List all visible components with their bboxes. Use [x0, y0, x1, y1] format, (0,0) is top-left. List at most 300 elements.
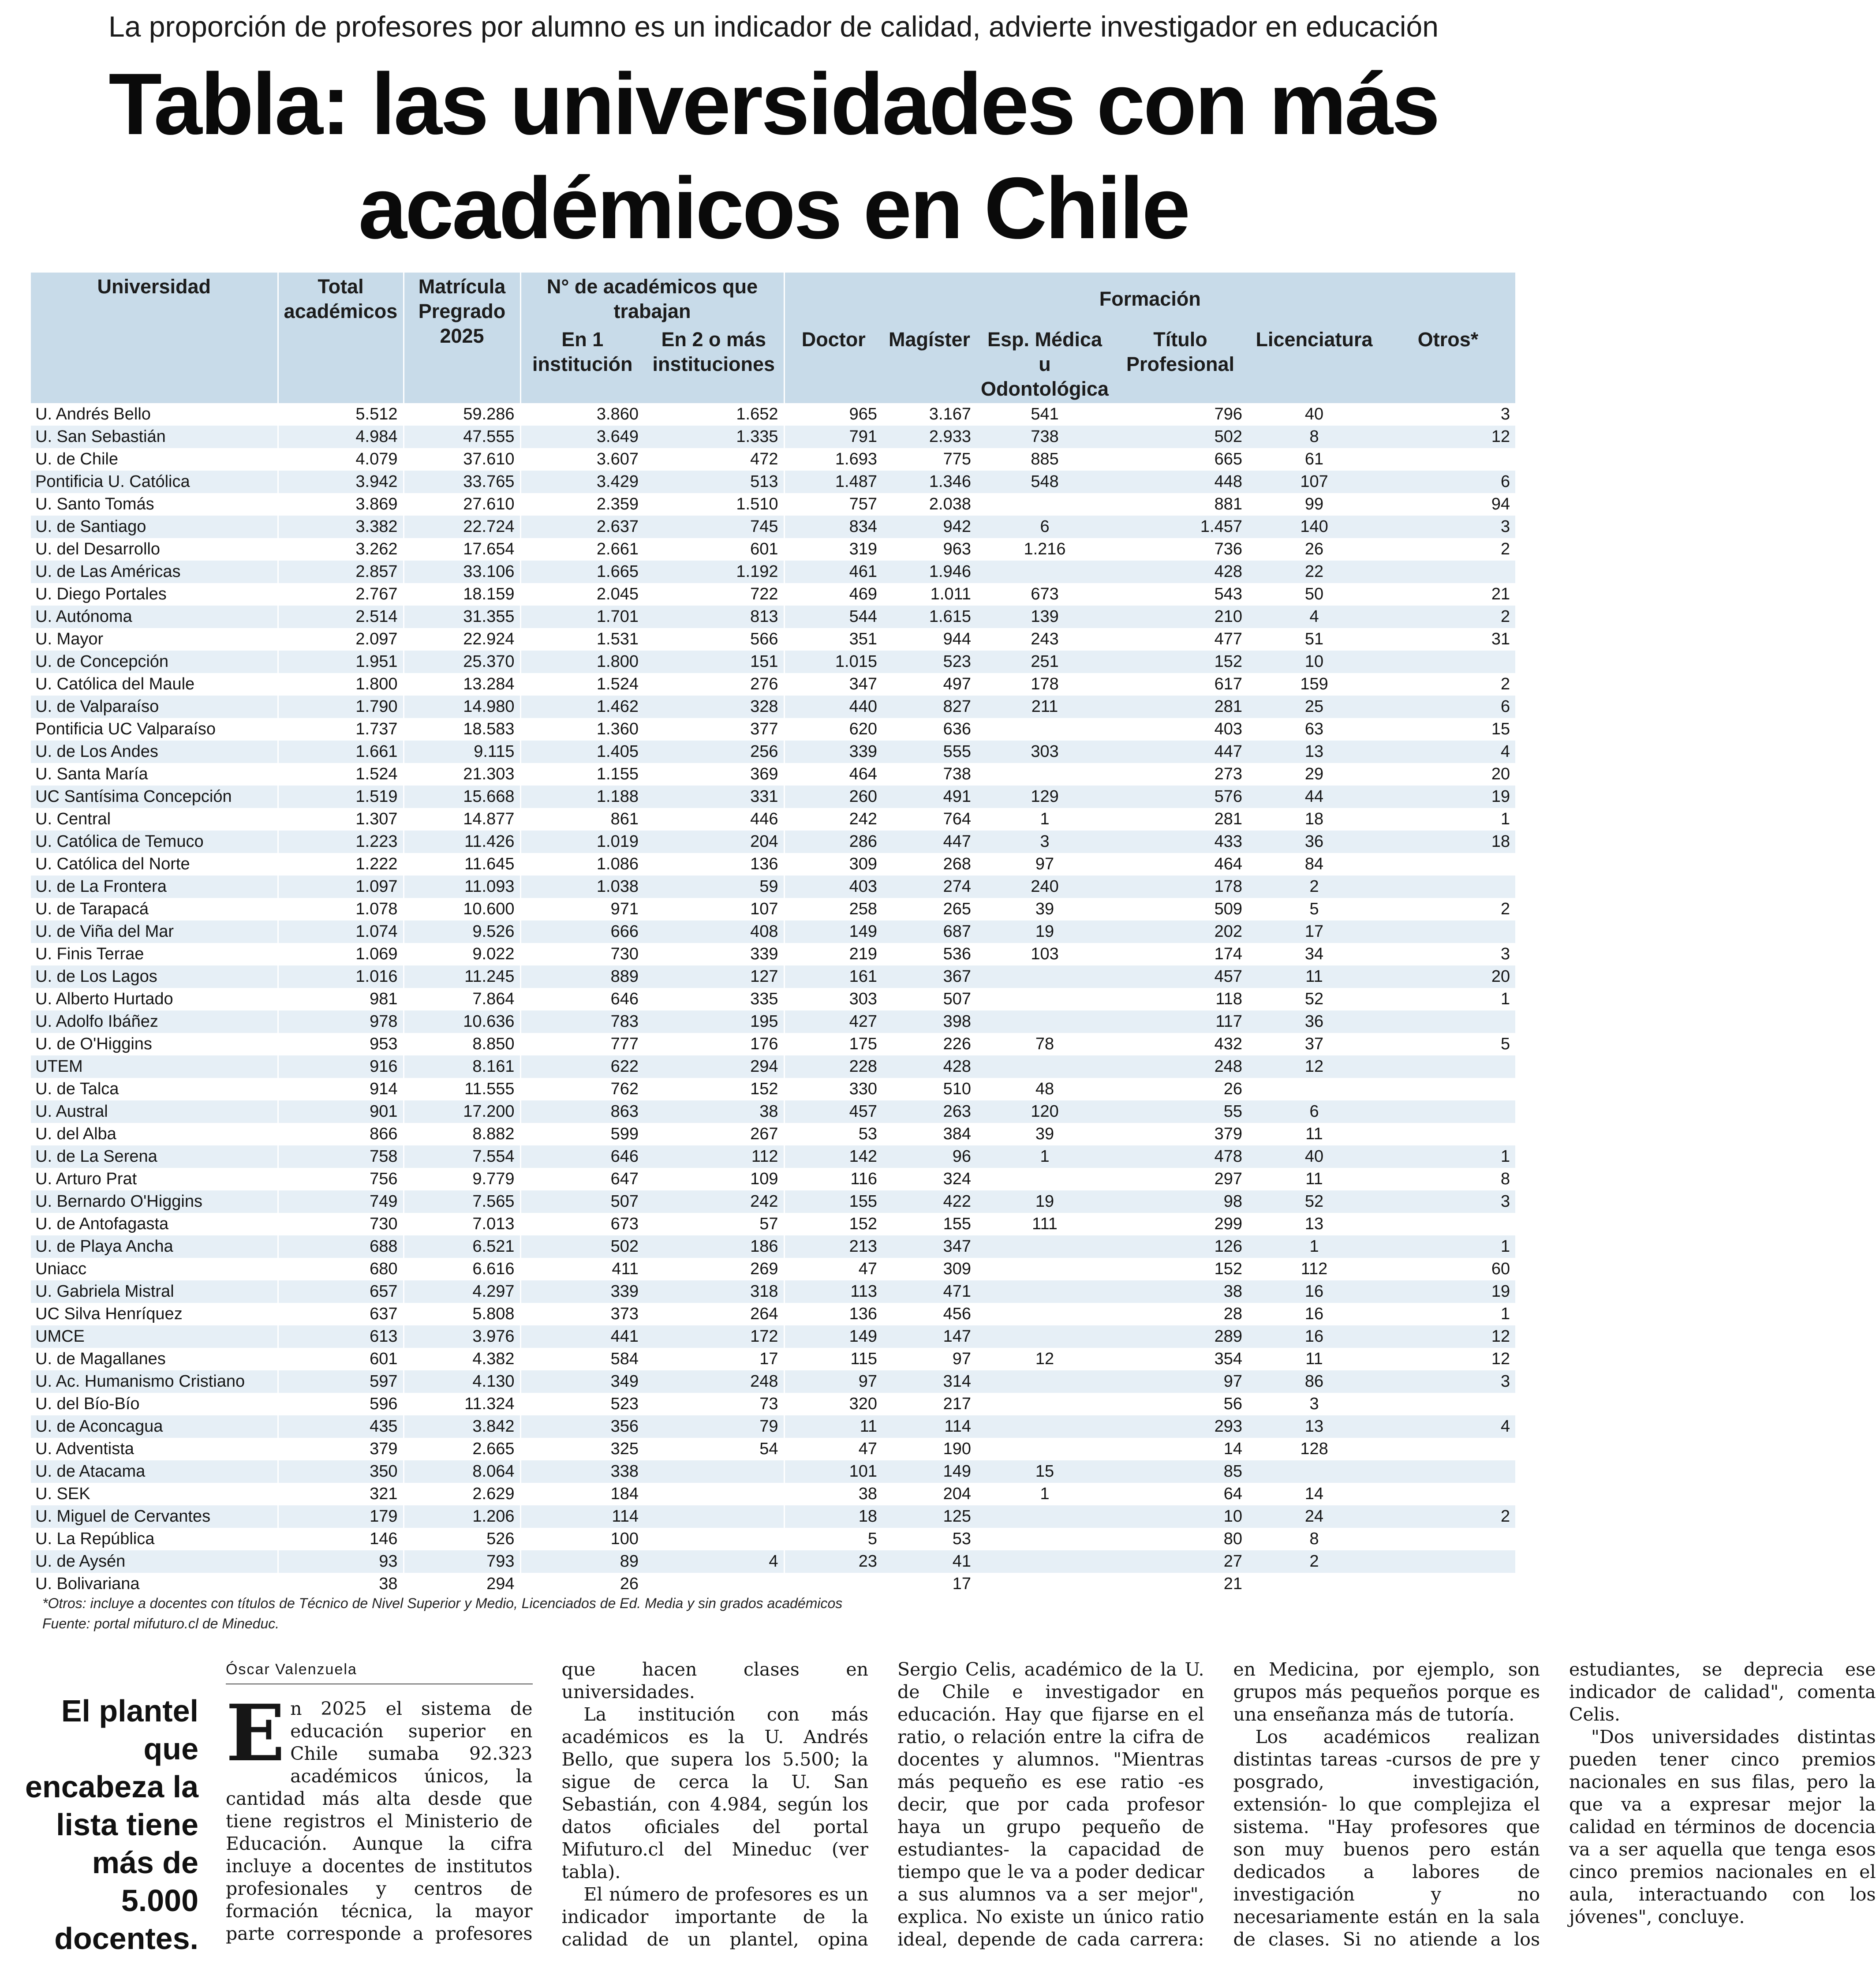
- data-cell: [976, 1303, 1113, 1325]
- data-cell: 408: [644, 920, 784, 943]
- table-row: [31, 538, 1515, 561]
- data-cell: [1381, 853, 1515, 876]
- university-name-cell: UC Silva Henríquez: [35, 1305, 183, 1323]
- data-cell: 1.346: [882, 471, 976, 493]
- table-row: [31, 1213, 1515, 1235]
- table-row: [31, 808, 1515, 831]
- data-cell: 601: [750, 540, 778, 558]
- data-cell: 1.531: [520, 628, 644, 651]
- data-cell: [1248, 1078, 1381, 1100]
- data-cell: 268: [943, 855, 972, 873]
- data-cell: 152: [1113, 651, 1248, 673]
- data-cell: 97: [1035, 855, 1054, 873]
- col-header-magister: Magíster: [882, 326, 976, 403]
- data-cell: 347: [882, 1235, 976, 1258]
- data-cell: 195: [644, 1010, 784, 1033]
- data-cell: 294: [404, 1573, 520, 1595]
- data-cell: 764: [943, 810, 972, 828]
- data-cell: 367: [882, 965, 976, 988]
- data-cell: 777: [520, 1033, 644, 1055]
- data-cell: 226: [943, 1035, 972, 1053]
- data-cell: 3.869: [278, 493, 404, 516]
- university-name-cell: U. de Los Andes: [31, 741, 278, 763]
- data-cell: 1.222: [278, 853, 404, 876]
- data-cell: 448: [1113, 471, 1248, 493]
- data-cell: 17: [1248, 920, 1381, 943]
- university-name-cell: U. La República: [35, 1530, 155, 1548]
- data-cell: 114: [882, 1415, 976, 1438]
- university-name-cell: Pontificia U. Católica: [31, 471, 278, 493]
- data-cell: 4.079: [278, 448, 404, 471]
- university-name-cell: UMCE: [31, 1325, 278, 1348]
- data-cell: 339: [784, 741, 882, 763]
- data-cell: 25.370: [404, 651, 520, 673]
- data-cell: 1: [1040, 810, 1050, 828]
- data-cell: 11: [1305, 1350, 1323, 1368]
- data-cell: [976, 1573, 1113, 1595]
- data-cell: 36: [1248, 831, 1381, 853]
- data-cell: 10.636: [404, 1010, 520, 1033]
- data-cell: 403: [784, 876, 882, 898]
- data-cell: 428: [882, 1055, 976, 1078]
- data-cell: 687: [882, 920, 976, 943]
- col-header-formacion: Formación: [784, 273, 1515, 326]
- table-row: [31, 673, 1515, 696]
- data-cell: 497: [943, 675, 972, 693]
- table-row: [31, 876, 1515, 898]
- data-cell: 16: [1304, 1305, 1324, 1323]
- data-cell: [1381, 1010, 1515, 1033]
- data-cell: 18: [1304, 810, 1324, 828]
- data-cell: 13: [1248, 1415, 1381, 1438]
- col-header-doctor: Doctor: [784, 326, 882, 403]
- col-header-matricula: Matrícula Pregrado 2025: [404, 273, 520, 403]
- pullquote: El plantel que encabeza la lista tiene más de 5.000 docentes.: [25, 1694, 198, 1956]
- data-cell: 1.069: [278, 943, 404, 965]
- table-row: [31, 853, 1515, 876]
- data-cell: 61: [1304, 450, 1324, 468]
- university-name-cell: U. Alberto Hurtado: [35, 990, 173, 1008]
- data-cell: 749: [278, 1190, 404, 1213]
- data-cell: 186: [644, 1235, 784, 1258]
- data-cell: 2.661: [520, 538, 644, 561]
- university-name-cell: U. Finis Terrae: [35, 945, 144, 963]
- data-cell: 8.161: [404, 1055, 520, 1078]
- data-cell: 1.019: [520, 831, 644, 853]
- table-row: [31, 718, 1515, 741]
- data-cell: 435: [278, 1415, 404, 1438]
- data-cell: 15.668: [404, 786, 520, 808]
- data-cell: 3: [1500, 945, 1510, 963]
- data-cell: 665: [1214, 450, 1243, 468]
- data-cell: 403: [1214, 720, 1243, 738]
- data-cell: 447: [882, 831, 976, 853]
- data-cell: 47.555: [404, 426, 520, 448]
- data-cell: 78: [1035, 1035, 1054, 1053]
- data-cell: 57: [759, 1215, 778, 1233]
- data-cell: 176: [750, 1035, 778, 1053]
- table-row: [31, 1303, 1515, 1325]
- data-cell: [976, 1370, 1113, 1393]
- data-cell: 2.514: [278, 606, 404, 628]
- university-name-cell: U. Autónoma: [31, 606, 278, 628]
- drop-cap: E: [226, 1687, 285, 1779]
- table-row: [31, 920, 1515, 943]
- university-name-cell: Uniacc: [35, 1260, 87, 1278]
- data-cell: 576: [1113, 786, 1248, 808]
- data-cell: 100: [520, 1528, 644, 1550]
- data-cell: 6: [1248, 1100, 1381, 1123]
- university-name-cell: U. Diego Portales: [35, 585, 167, 603]
- data-cell: 19: [1381, 1280, 1515, 1303]
- data-cell: 536: [943, 945, 972, 963]
- data-cell: 318: [644, 1280, 784, 1303]
- data-cell: 15: [1491, 720, 1510, 738]
- data-cell: 15: [976, 1460, 1113, 1483]
- footnote: *Otros: incluye a docentes con títulos de Técnico de Nivel Superior y Medio, Licenciados de Ed. Media y sin grados académicos: [42, 1595, 843, 1611]
- data-cell: 523: [882, 651, 976, 673]
- data-cell: [1381, 561, 1515, 583]
- data-cell: 813: [644, 606, 784, 628]
- data-cell: 97: [1113, 1370, 1248, 1393]
- data-cell: 84: [1304, 855, 1324, 873]
- data-cell: 96: [882, 1145, 976, 1168]
- table-row: [31, 943, 1515, 965]
- university-name-cell: U. de Concepción: [31, 651, 278, 673]
- data-cell: 866: [278, 1123, 404, 1145]
- data-cell: [1381, 651, 1515, 673]
- data-cell: 978: [278, 1010, 404, 1033]
- data-cell: 1: [1381, 1235, 1515, 1258]
- data-cell: 457: [1113, 965, 1248, 988]
- data-cell: 40: [1248, 1145, 1381, 1168]
- data-cell: [976, 1258, 1113, 1280]
- data-cell: 9.779: [404, 1168, 520, 1190]
- data-cell: 1.038: [520, 876, 644, 898]
- table-row: [31, 1078, 1515, 1100]
- data-cell: 127: [644, 965, 784, 988]
- data-cell: [976, 1550, 1113, 1573]
- data-cell: 155: [784, 1190, 882, 1213]
- data-cell: 20: [1491, 765, 1510, 783]
- university-name-cell: U. Adventista: [35, 1440, 134, 1458]
- data-cell: [644, 1505, 784, 1528]
- headline: [0, 52, 1547, 260]
- data-cell: 502: [1113, 426, 1248, 448]
- table-row: [31, 1438, 1515, 1460]
- data-cell: 6: [1381, 471, 1515, 493]
- data-cell: 646: [520, 988, 644, 1010]
- data-cell: 5: [1500, 1035, 1510, 1053]
- data-cell: 680: [278, 1258, 404, 1280]
- data-cell: 54: [759, 1440, 778, 1458]
- data-cell: 33.765: [404, 471, 520, 493]
- data-cell: [644, 1528, 784, 1550]
- data-cell: 502: [520, 1235, 644, 1258]
- data-cell: 19: [976, 1190, 1113, 1213]
- data-cell: 11: [1305, 1125, 1323, 1143]
- data-cell: 513: [644, 471, 784, 493]
- data-cell: 745: [644, 516, 784, 538]
- data-cell: 11.645: [404, 853, 520, 876]
- university-name-cell: U. Gabriela Mistral: [31, 1280, 278, 1303]
- data-cell: 22: [1248, 561, 1381, 583]
- data-cell: 647: [520, 1168, 644, 1190]
- data-cell: 112: [644, 1145, 784, 1168]
- data-cell: 10: [1248, 651, 1381, 673]
- data-cell: [976, 763, 1113, 786]
- data-cell: 117: [1113, 1010, 1248, 1033]
- data-cell: 13: [1248, 741, 1381, 763]
- data-cell: 149: [784, 1325, 882, 1348]
- table-row: [31, 628, 1515, 651]
- table-row: [31, 1348, 1515, 1370]
- university-name-cell: U. SEK: [35, 1485, 90, 1503]
- data-cell: [1381, 1055, 1515, 1078]
- data-cell: 736: [1214, 540, 1243, 558]
- data-cell: 613: [278, 1325, 404, 1348]
- data-cell: 1.524: [520, 673, 644, 696]
- data-cell: 3: [1381, 1370, 1515, 1393]
- data-cell: 178: [1031, 675, 1059, 693]
- data-cell: 4: [644, 1550, 784, 1573]
- article-body: [226, 1658, 1876, 1967]
- university-name-cell: U. Andrés Bello: [35, 405, 151, 423]
- data-cell: 3: [1381, 516, 1515, 538]
- data-cell: 16: [1248, 1280, 1381, 1303]
- data-cell: 136: [750, 855, 778, 873]
- data-cell: 202: [1113, 920, 1248, 943]
- university-name-cell: U. de Antofagasta: [35, 1215, 169, 1233]
- data-cell: 111: [1032, 1215, 1058, 1233]
- byline: Óscar Valenzuela: [226, 1658, 533, 1684]
- data-cell: 4: [1248, 606, 1381, 628]
- article-paragraph-3: El número de profesores es un indicador importante de la calidad de un plantel, opina Sergio Celis, académico de la U. de Chile e investigador en educación. Hay que fijarse en el ratio, o relación entre la cifra de docentes y alumnos. "Mientras más pequeño es ese ratio -es decir, que por cada profesor haya un grupo pequeño de estudiantes- la capacidad de tiempo que le va a poder dedicar a sus alumnos va a ser mejor", explica. No existe un único ratio ideal, depende de cada carrera: en Medicina, por ejemplo, son grupos más pequeños porque es una enseñanza más de tutoría.: [561, 1659, 1540, 1950]
- data-cell: 136: [784, 1303, 882, 1325]
- data-cell: 1.074: [278, 920, 404, 943]
- data-cell: 178: [1113, 876, 1248, 898]
- data-cell: 379: [1214, 1125, 1243, 1143]
- data-cell: 335: [750, 990, 778, 1008]
- data-cell: 478: [1113, 1145, 1248, 1168]
- data-cell: 56: [1223, 1395, 1243, 1413]
- data-cell: 4.297: [404, 1280, 520, 1303]
- data-cell: 228: [784, 1055, 882, 1078]
- data-cell: 354: [1214, 1350, 1243, 1368]
- data-cell: 152: [1214, 1260, 1243, 1278]
- data-cell: 738: [976, 426, 1113, 448]
- data-cell: 369: [750, 765, 778, 783]
- data-cell: 263: [882, 1100, 976, 1123]
- data-cell: 325: [520, 1438, 644, 1460]
- data-cell: [976, 1168, 1113, 1190]
- data-cell: 34: [1304, 945, 1324, 963]
- data-cell: 1.701: [520, 606, 644, 628]
- data-cell: 147: [882, 1325, 976, 1348]
- data-cell: 190: [943, 1440, 972, 1458]
- university-name-cell: U. de Talca: [35, 1080, 119, 1098]
- table-row: [31, 493, 1515, 516]
- data-cell: 297: [1214, 1170, 1243, 1188]
- data-cell: 103: [1031, 945, 1059, 963]
- data-cell: 555: [882, 741, 976, 763]
- data-cell: 21: [1491, 585, 1510, 603]
- university-name-cell: U. del Desarrollo: [35, 540, 160, 558]
- data-cell: 507: [520, 1190, 644, 1213]
- data-cell: 53: [784, 1123, 882, 1145]
- data-cell: 2.637: [520, 516, 644, 538]
- data-cell: 86: [1248, 1370, 1381, 1393]
- data-cell: 377: [750, 720, 778, 738]
- data-cell: 6: [1381, 696, 1515, 718]
- data-cell: 1.206: [404, 1505, 520, 1528]
- university-name-cell: U. Miguel de Cervantes: [31, 1505, 278, 1528]
- university-name-cell: U. Santa María: [35, 765, 148, 783]
- data-cell: 260: [784, 786, 882, 808]
- data-cell: 834: [784, 516, 882, 538]
- table-row: [31, 786, 1515, 808]
- data-cell: 204: [644, 831, 784, 853]
- data-cell: 289: [1113, 1325, 1248, 1348]
- data-cell: 2.767: [278, 583, 404, 606]
- data-cell: 23: [784, 1550, 882, 1573]
- data-cell: 276: [750, 675, 778, 693]
- data-cell: 14.980: [404, 696, 520, 718]
- data-cell: 5.808: [404, 1303, 520, 1325]
- data-cell: 126: [1113, 1235, 1248, 1258]
- data-cell: 1.800: [520, 651, 644, 673]
- data-cell: 14.877: [404, 808, 520, 831]
- table-row: [31, 606, 1515, 628]
- data-cell: 8: [1309, 1530, 1319, 1548]
- data-cell: 112: [1300, 1260, 1328, 1278]
- data-cell: 31.355: [404, 606, 520, 628]
- data-cell: 349: [520, 1370, 644, 1393]
- data-cell: 118: [1215, 990, 1243, 1008]
- data-cell: 827: [882, 696, 976, 718]
- data-cell: [976, 493, 1113, 516]
- data-cell: 18: [784, 1505, 882, 1528]
- data-cell: 469: [784, 583, 882, 606]
- data-cell: 2: [1381, 606, 1515, 628]
- data-cell: 543: [1214, 585, 1243, 603]
- data-cell: 64: [1223, 1485, 1243, 1503]
- data-cell: [644, 1483, 784, 1505]
- data-cell: 293: [1113, 1415, 1248, 1438]
- data-cell: 1: [1381, 1145, 1515, 1168]
- university-name-cell: U. San Sebastián: [31, 426, 278, 448]
- data-cell: 9.115: [404, 741, 520, 763]
- table-row: [31, 1370, 1515, 1393]
- table-row: [31, 741, 1515, 763]
- data-cell: 3.842: [404, 1415, 520, 1438]
- data-cell: [976, 1055, 1113, 1078]
- data-cell: 1.487: [784, 471, 882, 493]
- table-row: [31, 1235, 1515, 1258]
- table-row: [31, 516, 1515, 538]
- data-cell: 17: [759, 1350, 778, 1368]
- data-cell: 384: [943, 1125, 972, 1143]
- data-cell: 566: [750, 630, 778, 648]
- data-cell: 19: [976, 920, 1113, 943]
- data-cell: 1: [1248, 1235, 1381, 1258]
- data-cell: 37.610: [404, 448, 520, 471]
- col-header-otros: Otros*: [1381, 326, 1515, 403]
- data-cell: 26: [520, 1573, 644, 1595]
- data-cell: [1381, 1550, 1515, 1573]
- data-cell: 213: [784, 1235, 882, 1258]
- data-cell: 38: [1113, 1280, 1248, 1303]
- data-cell: [976, 1235, 1113, 1258]
- data-cell: 446: [750, 810, 778, 828]
- data-cell: 142: [784, 1145, 882, 1168]
- data-cell: 796: [1214, 405, 1243, 423]
- data-cell: 320: [784, 1393, 882, 1415]
- data-cell: 152: [784, 1213, 882, 1235]
- data-cell: 36: [1248, 1010, 1381, 1033]
- data-cell: 2: [1500, 900, 1510, 918]
- data-cell: 240: [976, 876, 1113, 898]
- data-cell: 97: [952, 1350, 972, 1368]
- universities-table: [31, 273, 1515, 1595]
- data-cell: 14: [1304, 1485, 1324, 1503]
- data-cell: [1381, 1528, 1515, 1550]
- data-cell: 113: [784, 1280, 882, 1303]
- university-name-cell: U. Central: [35, 810, 111, 828]
- data-cell: 1: [976, 1145, 1113, 1168]
- data-cell: 24: [1248, 1505, 1381, 1528]
- data-cell: 3.262: [278, 538, 404, 561]
- col-header-titulo: Título Profesional: [1113, 326, 1248, 403]
- table-row: [31, 1460, 1515, 1483]
- data-cell: 219: [784, 943, 882, 965]
- data-cell: 1.360: [520, 718, 644, 741]
- data-cell: 523: [520, 1393, 644, 1415]
- data-cell: 47: [784, 1438, 882, 1460]
- data-cell: 243: [1031, 630, 1059, 648]
- data-cell: 1.015: [784, 651, 882, 673]
- data-cell: 309: [784, 853, 882, 876]
- table-row: [31, 583, 1515, 606]
- data-cell: 299: [1214, 1215, 1243, 1233]
- data-cell: 2.629: [404, 1483, 520, 1505]
- university-name-cell: U. Católica del Norte: [35, 855, 190, 873]
- data-cell: 8.850: [404, 1033, 520, 1055]
- data-cell: 120: [976, 1100, 1113, 1123]
- data-cell: 265: [943, 900, 972, 918]
- table-row: [31, 1258, 1515, 1280]
- data-cell: 18.159: [404, 583, 520, 606]
- data-cell: 11.093: [404, 876, 520, 898]
- data-cell: 101: [784, 1460, 882, 1483]
- university-name-cell: U. de Valparaíso: [31, 696, 278, 718]
- data-cell: 1.086: [520, 853, 644, 876]
- data-cell: 433: [1113, 831, 1248, 853]
- data-cell: 730: [278, 1213, 404, 1235]
- data-cell: [1248, 1460, 1381, 1483]
- university-name-cell: U. de Viña del Mar: [31, 920, 278, 943]
- data-cell: 115: [784, 1348, 882, 1370]
- data-cell: 11.426: [404, 831, 520, 853]
- data-cell: 18: [1381, 831, 1515, 853]
- data-cell: 3: [976, 831, 1113, 853]
- data-cell: 52: [1248, 1190, 1381, 1213]
- data-cell: 175: [784, 1033, 882, 1055]
- data-cell: 155: [943, 1215, 972, 1233]
- data-cell: 373: [520, 1303, 644, 1325]
- data-cell: 319: [784, 538, 882, 561]
- data-cell: 8: [1500, 1170, 1510, 1188]
